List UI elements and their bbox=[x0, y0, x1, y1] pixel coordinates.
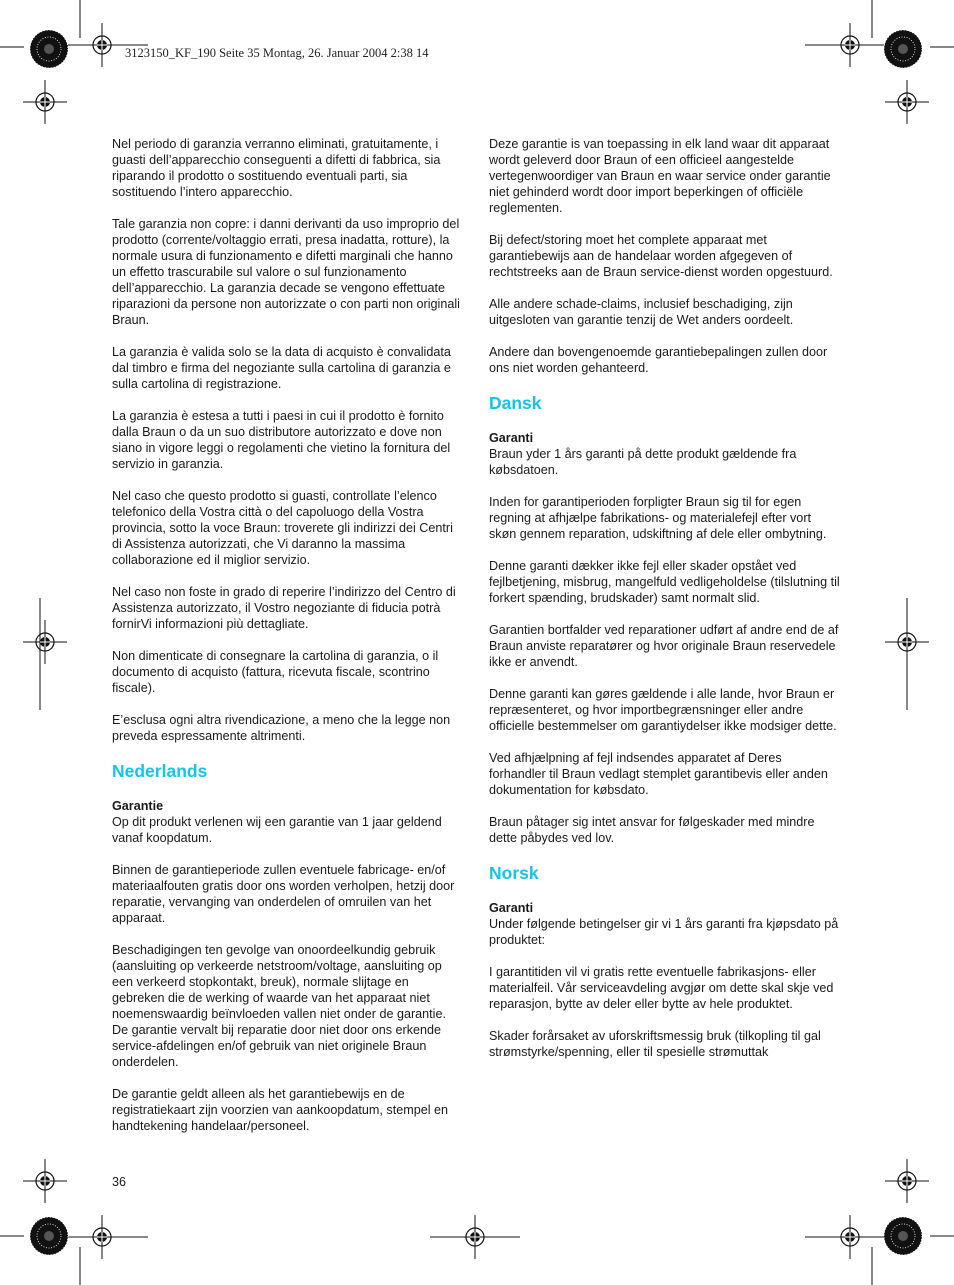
section-heading-norsk: Norsk bbox=[489, 863, 539, 883]
paragraph: Alle andere schade-claims, inclusief beschadiging, zijn uitgesloten van garantie tenzij de Wet anders oordeelt. bbox=[489, 297, 794, 327]
paragraph bbox=[489, 900, 841, 948]
paragraph: Deze garantie is van toepassing in elk land waar dit apparaat wordt geleverd door Braun of een officieel aangestelde vertegenwoordiger van Braun en waar service onder garantie niet gehinderd wordt door import beperkingen of officiële reglementen. bbox=[489, 137, 831, 215]
paragraph: Denne garanti dækker ikke fejl eller skader opstået ved fejlbetjening, misbrug, mangelfuld vedligeholdelse (tilslutning til forkert spænding, brudskader) samt normalt slid. bbox=[489, 559, 840, 605]
paragraph: Bij defect/storing moet het complete apparaat met garantiebewijs aan de handelaar worden afgegeven of rechtstreeks aan de Braun service-dienst worden opgestuurd. bbox=[489, 233, 833, 279]
paragraph: Skader forårsaket av uforskriftsmessig bruk (tilkopling til gal strømstyrke/spenning, eller til spesielle strømuttak bbox=[489, 1029, 821, 1059]
paragraph bbox=[489, 430, 841, 478]
paragraph bbox=[112, 798, 464, 846]
section-heading-dansk: Dansk bbox=[489, 393, 542, 413]
paragraph: Tale garanzia non copre: i danni derivanti da uso improprio del prodotto (corrente/voltaggio errati, presa inadatta, rotture), la normale usura di funzionamento e difetti marginali che hanno un effetto trascurabile sul valore o sul funzionamento dell’apparecchio. La garanzia decade se vengono effettuate riparazioni da persone non autorizzate o con parti non originali Braun. bbox=[112, 217, 460, 327]
paragraph: Non dimenticate di consegnare la cartolina di garanzia, o il documento di acquisto (fattura, ricevuta fiscale, scontrino fiscale). bbox=[112, 649, 439, 695]
section-heading-nederlands: Nederlands bbox=[112, 761, 208, 781]
paragraph: E’esclusa ogni altra rivendicazione, a meno che la legge non preveda espressamente altrimenti. bbox=[112, 713, 451, 743]
paragraph: Nel periodo di garanzia verranno eliminati, gratuitamente, i guasti dell’apparecchio conseguenti a difetti di fabbrica, sia riparando il prodotto o sostituendo eventuali parti, sia sostituendo l’intero apparecchio. bbox=[112, 137, 441, 199]
paragraph: I garantitiden vil vi gratis rette eventuelle fabrikasjons- eller materialfeil. Vår serviceavdeling avgjør om dette skal skje ved reparasjon, bytte av deler eller bytte av hele produktet. bbox=[489, 965, 834, 1011]
paragraph: Ved afhjælpning af fejl indsendes apparatet af Deres forhandler til Braun vedlagt stemplet garantibevis eller anden dokumentation for købsdato. bbox=[489, 751, 828, 797]
paragraph-text: Under følgende betingelser gir vi 1 års garanti fra kjøpsdato på produktet: bbox=[489, 917, 839, 947]
paragraph: Braun påtager sig intet ansvar for følgeskader med mindre dette påbydes ved lov. bbox=[489, 815, 815, 845]
paragraph: Andere dan bovengenoemde garantiebepalingen zullen door ons niet worden gehanteerd. bbox=[489, 345, 828, 375]
paragraph: Denne garanti kan gøres gældende i alle lande, hvor Braun er repræsenteret, og hvor importbegrænsninger eller andre officielle bestemmelser om garantiydelser ikke modsiger dette. bbox=[489, 687, 837, 733]
paragraph: De garantie geldt alleen als het garantiebewijs en de registratiekaart zijn voorzien van aankoopdatum, stempel en handtekening handelaar/personeel. bbox=[112, 1087, 449, 1133]
subheading-garantie: Garantie bbox=[112, 799, 164, 813]
paragraph: Garantien bortfalder ved reparationer udført af andre end de af Braun anviste reparatører og hvor originale Braun reservedele ikke er anvendt. bbox=[489, 623, 839, 669]
page-number: 36 bbox=[112, 1175, 127, 1189]
paragraph-text: Braun yder 1 års garanti på dette produkt gældende fra købsdatoen. bbox=[489, 447, 797, 477]
right-column bbox=[489, 136, 841, 1076]
left-column bbox=[112, 136, 464, 1150]
subheading-garanti: Garanti bbox=[489, 431, 534, 445]
paragraph: Beschadigingen ten gevolge van onoordeelkundig gebruik (aansluiting op verkeerde netstroom/voltage, aansluiting op een verkeerd stopkontakt, breuk), normale slijtage en gebreken die de werking of waarde van het apparaat niet noemenswaardig beïnvloeden vallen niet onder de garantie. De garantie vervalt bij reparatie door niet door ons erkende service-afdelingen en/of gebruik van niet originele Braun onderdelen. bbox=[112, 943, 446, 1069]
subheading-garanti: Garanti bbox=[489, 901, 534, 915]
paragraph: Binnen de garantieperiode zullen eventuele fabricage- en/of materiaalfouten gratis door ons worden verholpen, hetzij door reparatie, vervanging van onderdelen of omruilen van het apparaat. bbox=[112, 863, 455, 925]
paragraph-text: Op dit produkt verlenen wij een garantie van 1 jaar geldend vanaf koopdatum. bbox=[112, 815, 442, 845]
paragraph: Nel caso che questo prodotto si guasti, controllate l’elenco telefonico della Vostra città o del capoluogo della Vostra provincia, sotto la voce Braun: troverete gli indirizzi dei Centri di Assistenza autorizzati, che Vi daranno la massima collaborazione ed il miglior servizio. bbox=[112, 489, 453, 567]
print-slug: 3123150_KF_190 Seite 35 Montag, 26. Januar 2004 2:38 14 bbox=[125, 46, 429, 60]
paragraph: Nel caso non foste in grado di reperire l’indirizzo del Centro di Assistenza autorizzato, il Vostro negoziante di fiducia potrà fornirVi informazioni più dettagliate. bbox=[112, 585, 456, 631]
paragraph: La garanzia è estesa a tutti i paesi in cui il prodotto è fornito dalla Braun o da un suo distributore autorizzato e dove non siano in vigore leggi o regolamenti che vietino la fornitura del servizio in garanzia. bbox=[112, 409, 451, 471]
paragraph: Inden for garantiperioden forpligter Braun sig til for egen regning at afhjælpe fabrikations- og materialefejl efter vort skøn gennem reparation, udskiftning af dele eller ombytning. bbox=[489, 495, 827, 541]
paragraph: La garanzia è valida solo se la data di acquisto è convalidata dal timbro e firma del negoziante sulla cartolina di garanzia e sulla cartolina di registrazione. bbox=[112, 345, 451, 391]
